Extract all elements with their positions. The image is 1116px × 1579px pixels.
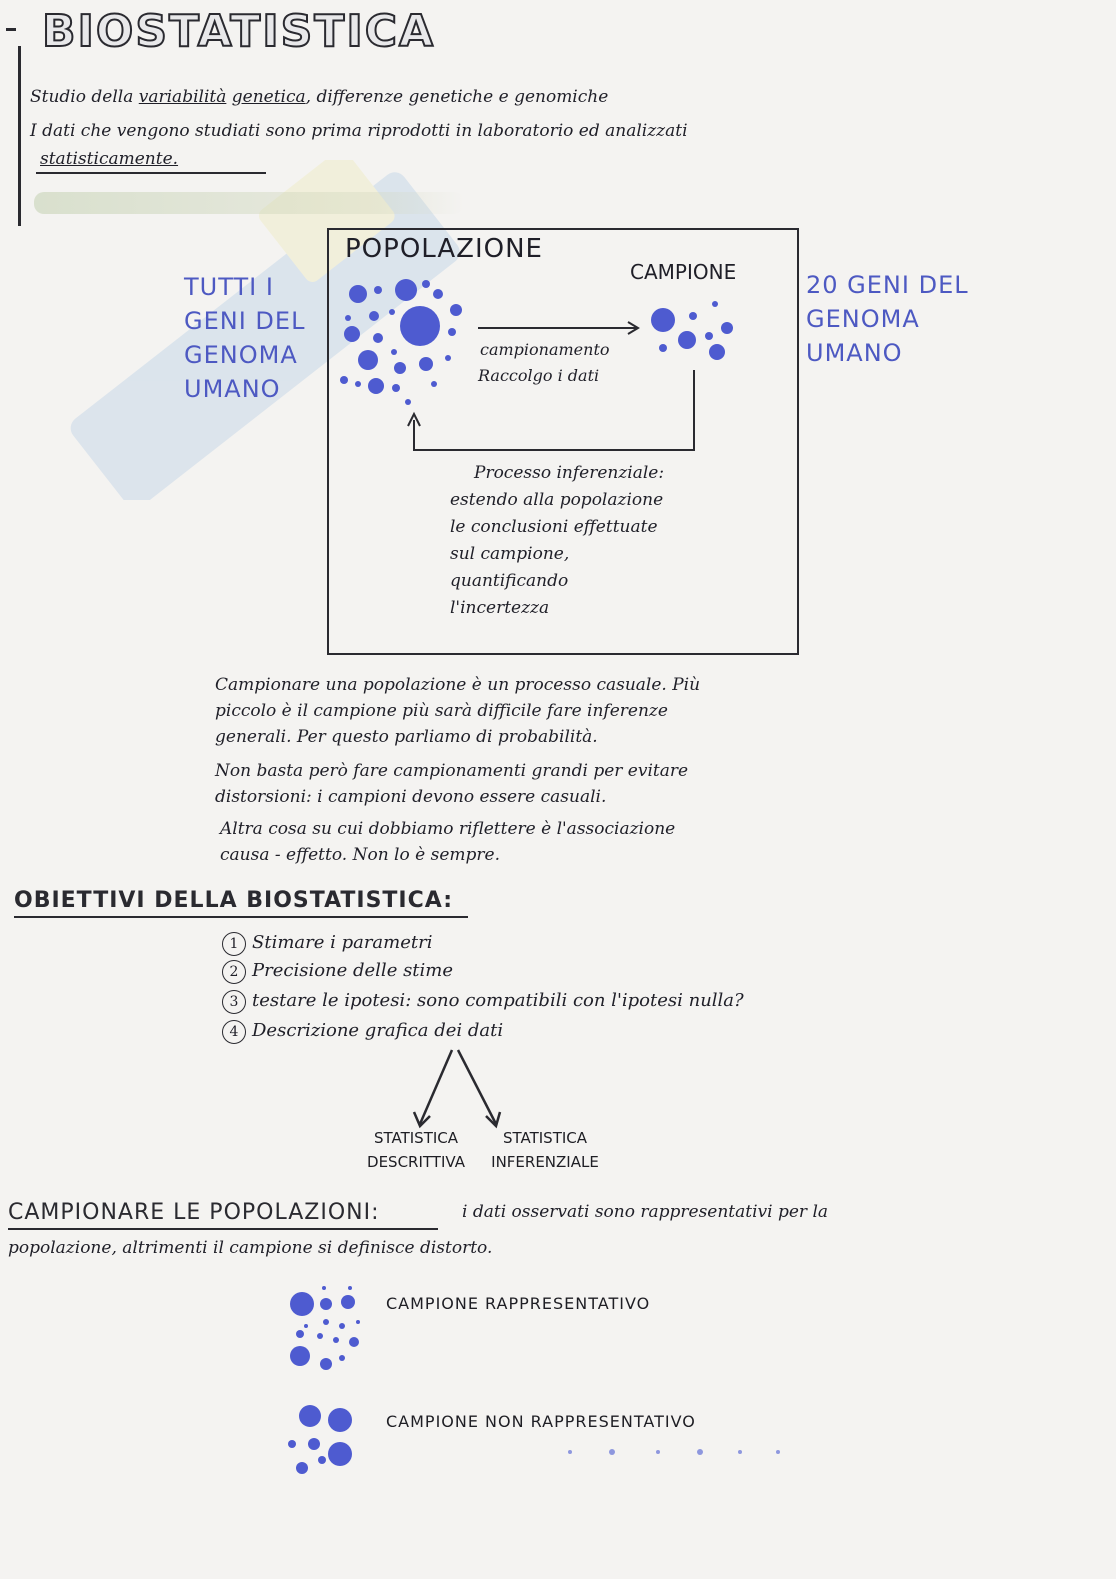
- branch-label-line: STATISTICA: [502, 1129, 588, 1147]
- inference-line: sul campione,: [450, 544, 570, 564]
- objective-number: 3: [222, 990, 246, 1014]
- sample-title: CAMPIONE: [630, 260, 737, 284]
- paragraph-line: causa - effetto. Non lo è sempre.: [220, 845, 500, 865]
- arrow-label-collect: Raccolgo i dati: [478, 366, 600, 385]
- branch-label-line: DESCRITTIVA: [367, 1153, 465, 1171]
- inference-line: estendo alla popolazione: [450, 490, 664, 510]
- objective-number: 4: [222, 1020, 246, 1044]
- population-title: POPOLAZIONE: [345, 234, 543, 264]
- right-label-line: UMANO: [806, 339, 903, 367]
- objective-number: 2: [222, 960, 246, 984]
- margin-line: [18, 46, 21, 226]
- arrow-label-sampling: campionamento: [480, 340, 610, 359]
- inference-line: l'incertezza: [450, 598, 550, 618]
- paragraph-line: Campionare una popolazione è un processo casuale. Più: [215, 675, 701, 695]
- inference-line: quantificando: [450, 571, 569, 591]
- objectives-underline: [14, 916, 468, 918]
- right-label-line: GENOMA: [806, 305, 920, 333]
- objectives-heading: OBIETTIVI DELLA BIOSTATISTICA:: [14, 888, 453, 913]
- inference-line: le conclusioni effettuate: [450, 517, 658, 537]
- paragraph-line: Altra cosa su cui dobbiamo riflettere è l'associazione: [220, 819, 676, 839]
- right-label-line: 20 GENI DEL: [806, 271, 969, 299]
- objective-item-2: [222, 956, 453, 986]
- title-dash: [6, 28, 16, 31]
- paragraph-causation: [220, 816, 880, 868]
- objective-item-3: [222, 986, 744, 1016]
- paragraph-distortion: [215, 758, 875, 810]
- inference-note: [450, 460, 780, 622]
- inference-line: Processo inferenziale:: [474, 463, 665, 483]
- paragraph-line: piccolo è il campione più sarà difficile fare inferenze: [215, 701, 668, 721]
- intro-line-1: [30, 82, 1070, 112]
- left-label-line: GENOMA: [184, 341, 298, 369]
- descriptive-statistics-label: [356, 1126, 476, 1174]
- objective-item-4: [222, 1016, 503, 1046]
- objective-text: Stimare i parametri: [252, 932, 433, 953]
- objective-number: 1: [222, 932, 246, 956]
- branch-arrows: [400, 1044, 520, 1132]
- intro-underlined-variability: variabilità: [138, 87, 227, 107]
- left-label-line: TUTTI I: [184, 273, 274, 301]
- objective-text: Precisione delle stime: [252, 960, 454, 981]
- right-blue-label: [806, 268, 969, 370]
- paragraph-sampling: [215, 672, 875, 750]
- nonrepresentative-sample-dots: [278, 1398, 378, 1480]
- representative-sample-label: CAMPIONE RAPPRESENTATIVO: [386, 1294, 651, 1313]
- representative-sample-dots: [280, 1282, 380, 1377]
- intro-text: , differenze genetiche e genomiche: [305, 87, 609, 107]
- sampling-text-line-2: popolazione, altrimenti il campione si definisce distorto.: [8, 1238, 493, 1258]
- intro-underline-rule: [36, 172, 266, 174]
- sampling-heading: CAMPIONARE LE POPOLAZIONI:: [8, 1200, 380, 1225]
- intro-underlined-genetics: genetica: [231, 87, 306, 107]
- sampling-underline: [8, 1228, 438, 1230]
- intro-line-3: statisticamente.: [40, 149, 179, 169]
- paragraph-line: distorsioni: i campioni devono essere casuali.: [215, 787, 607, 807]
- left-label-line: GENI DEL: [184, 307, 306, 335]
- page-title: BIOSTATISTICA: [42, 6, 436, 57]
- highlighter-stroke: [34, 192, 464, 214]
- paragraph-line: Non basta però fare campionamenti grandi per evitare: [215, 761, 689, 781]
- left-blue-label: [184, 270, 305, 406]
- branch-label-line: INFERENZIALE: [491, 1153, 599, 1171]
- sampling-text-line-1: i dati osservati sono rappresentativi per la: [462, 1202, 829, 1222]
- left-label-line: UMANO: [184, 375, 281, 403]
- paragraph-line: generali. Per questo parliamo di probabilità.: [215, 727, 598, 747]
- inferential-statistics-label: [480, 1126, 610, 1174]
- faint-dots-trail: [560, 1444, 790, 1460]
- nonrepresentative-sample-label: CAMPIONE NON RAPPRESENTATIVO: [386, 1412, 696, 1431]
- intro-text: Studio della: [30, 87, 139, 107]
- branch-label-line: STATISTICA: [373, 1129, 459, 1147]
- objective-text: testare le ipotesi: sono compatibili con l'ipotesi nulla?: [252, 990, 744, 1011]
- objective-text: Descrizione grafica dei dati: [252, 1020, 504, 1041]
- objective-item-1: [222, 928, 432, 958]
- intro-line-2: I dati che vengono studiati sono prima riprodotti in laboratorio ed analizzati: [30, 121, 688, 141]
